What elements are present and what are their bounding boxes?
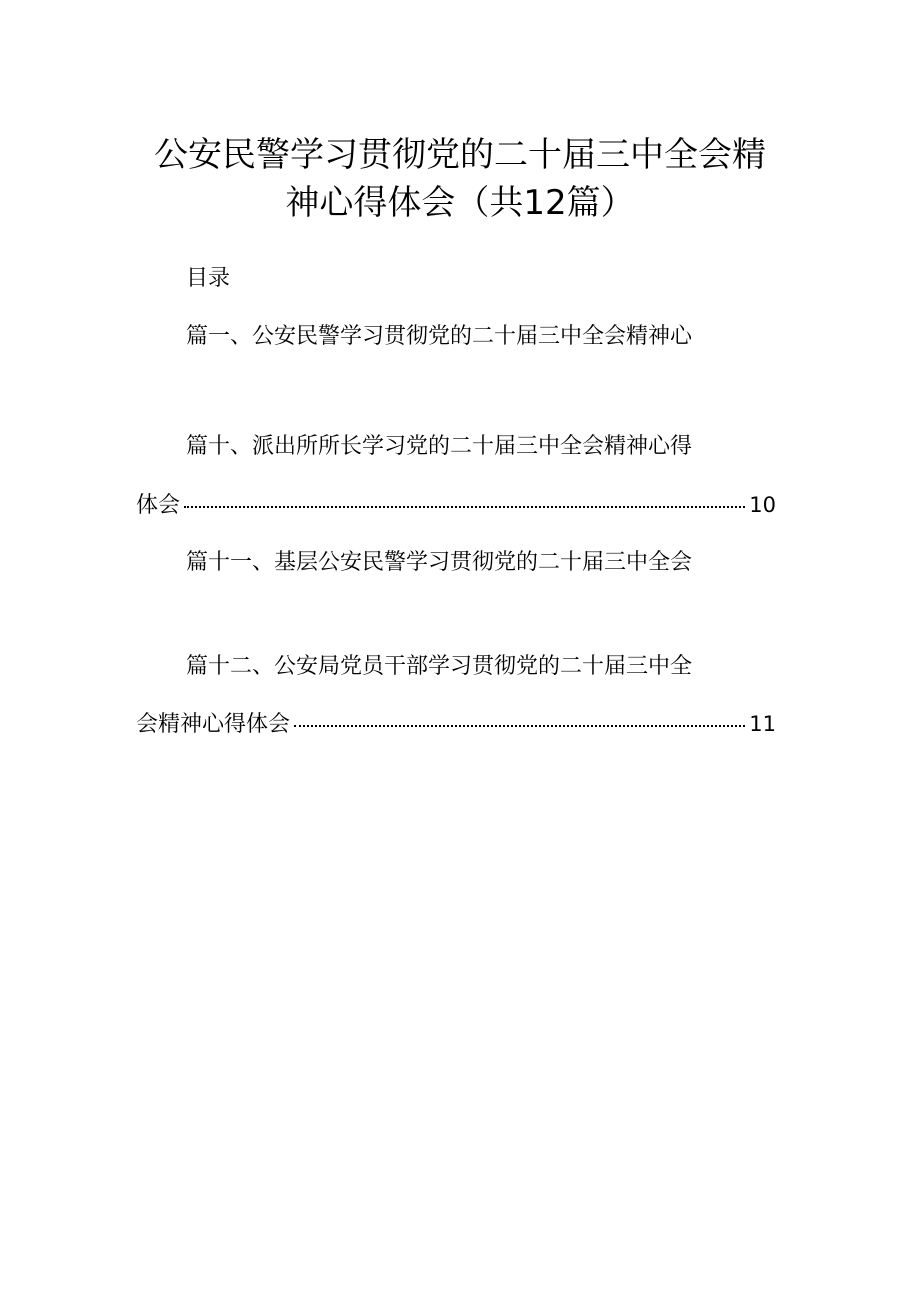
toc-heading: 目录 bbox=[186, 266, 231, 291]
dot-leader bbox=[184, 506, 745, 508]
dot-leader bbox=[294, 725, 745, 727]
document-title-line-2: 神心得体会（共12篇） bbox=[285, 183, 635, 223]
toc-entry-10[interactable]: 篇十、派出所所长学习党的二十届三中全会精神心得 bbox=[186, 434, 693, 459]
toc-entry-12-page-number: 11 bbox=[749, 712, 776, 736]
toc-entry-12-text: 会精神心得体会 bbox=[136, 712, 291, 737]
toc-entry-11[interactable]: 篇十一、基层公安民警学习贯彻党的二十届三中全会 bbox=[186, 550, 693, 575]
toc-entry-12-continuation[interactable] bbox=[136, 707, 776, 742]
toc-entry-10-page-number: 10 bbox=[749, 493, 776, 517]
document-title-line-1: 公安民警学习贯彻党的二十届三中全会精 bbox=[154, 135, 766, 175]
toc-entry-12[interactable]: 篇十二、公安局党员干部学习贯彻党的二十届三中全 bbox=[186, 654, 693, 679]
toc-entry-10-continuation[interactable] bbox=[136, 488, 776, 523]
toc-entry-1[interactable]: 篇一、公安民警学习贯彻党的二十届三中全会精神心 bbox=[186, 324, 693, 349]
toc-entry-10-text: 体会 bbox=[136, 493, 181, 518]
